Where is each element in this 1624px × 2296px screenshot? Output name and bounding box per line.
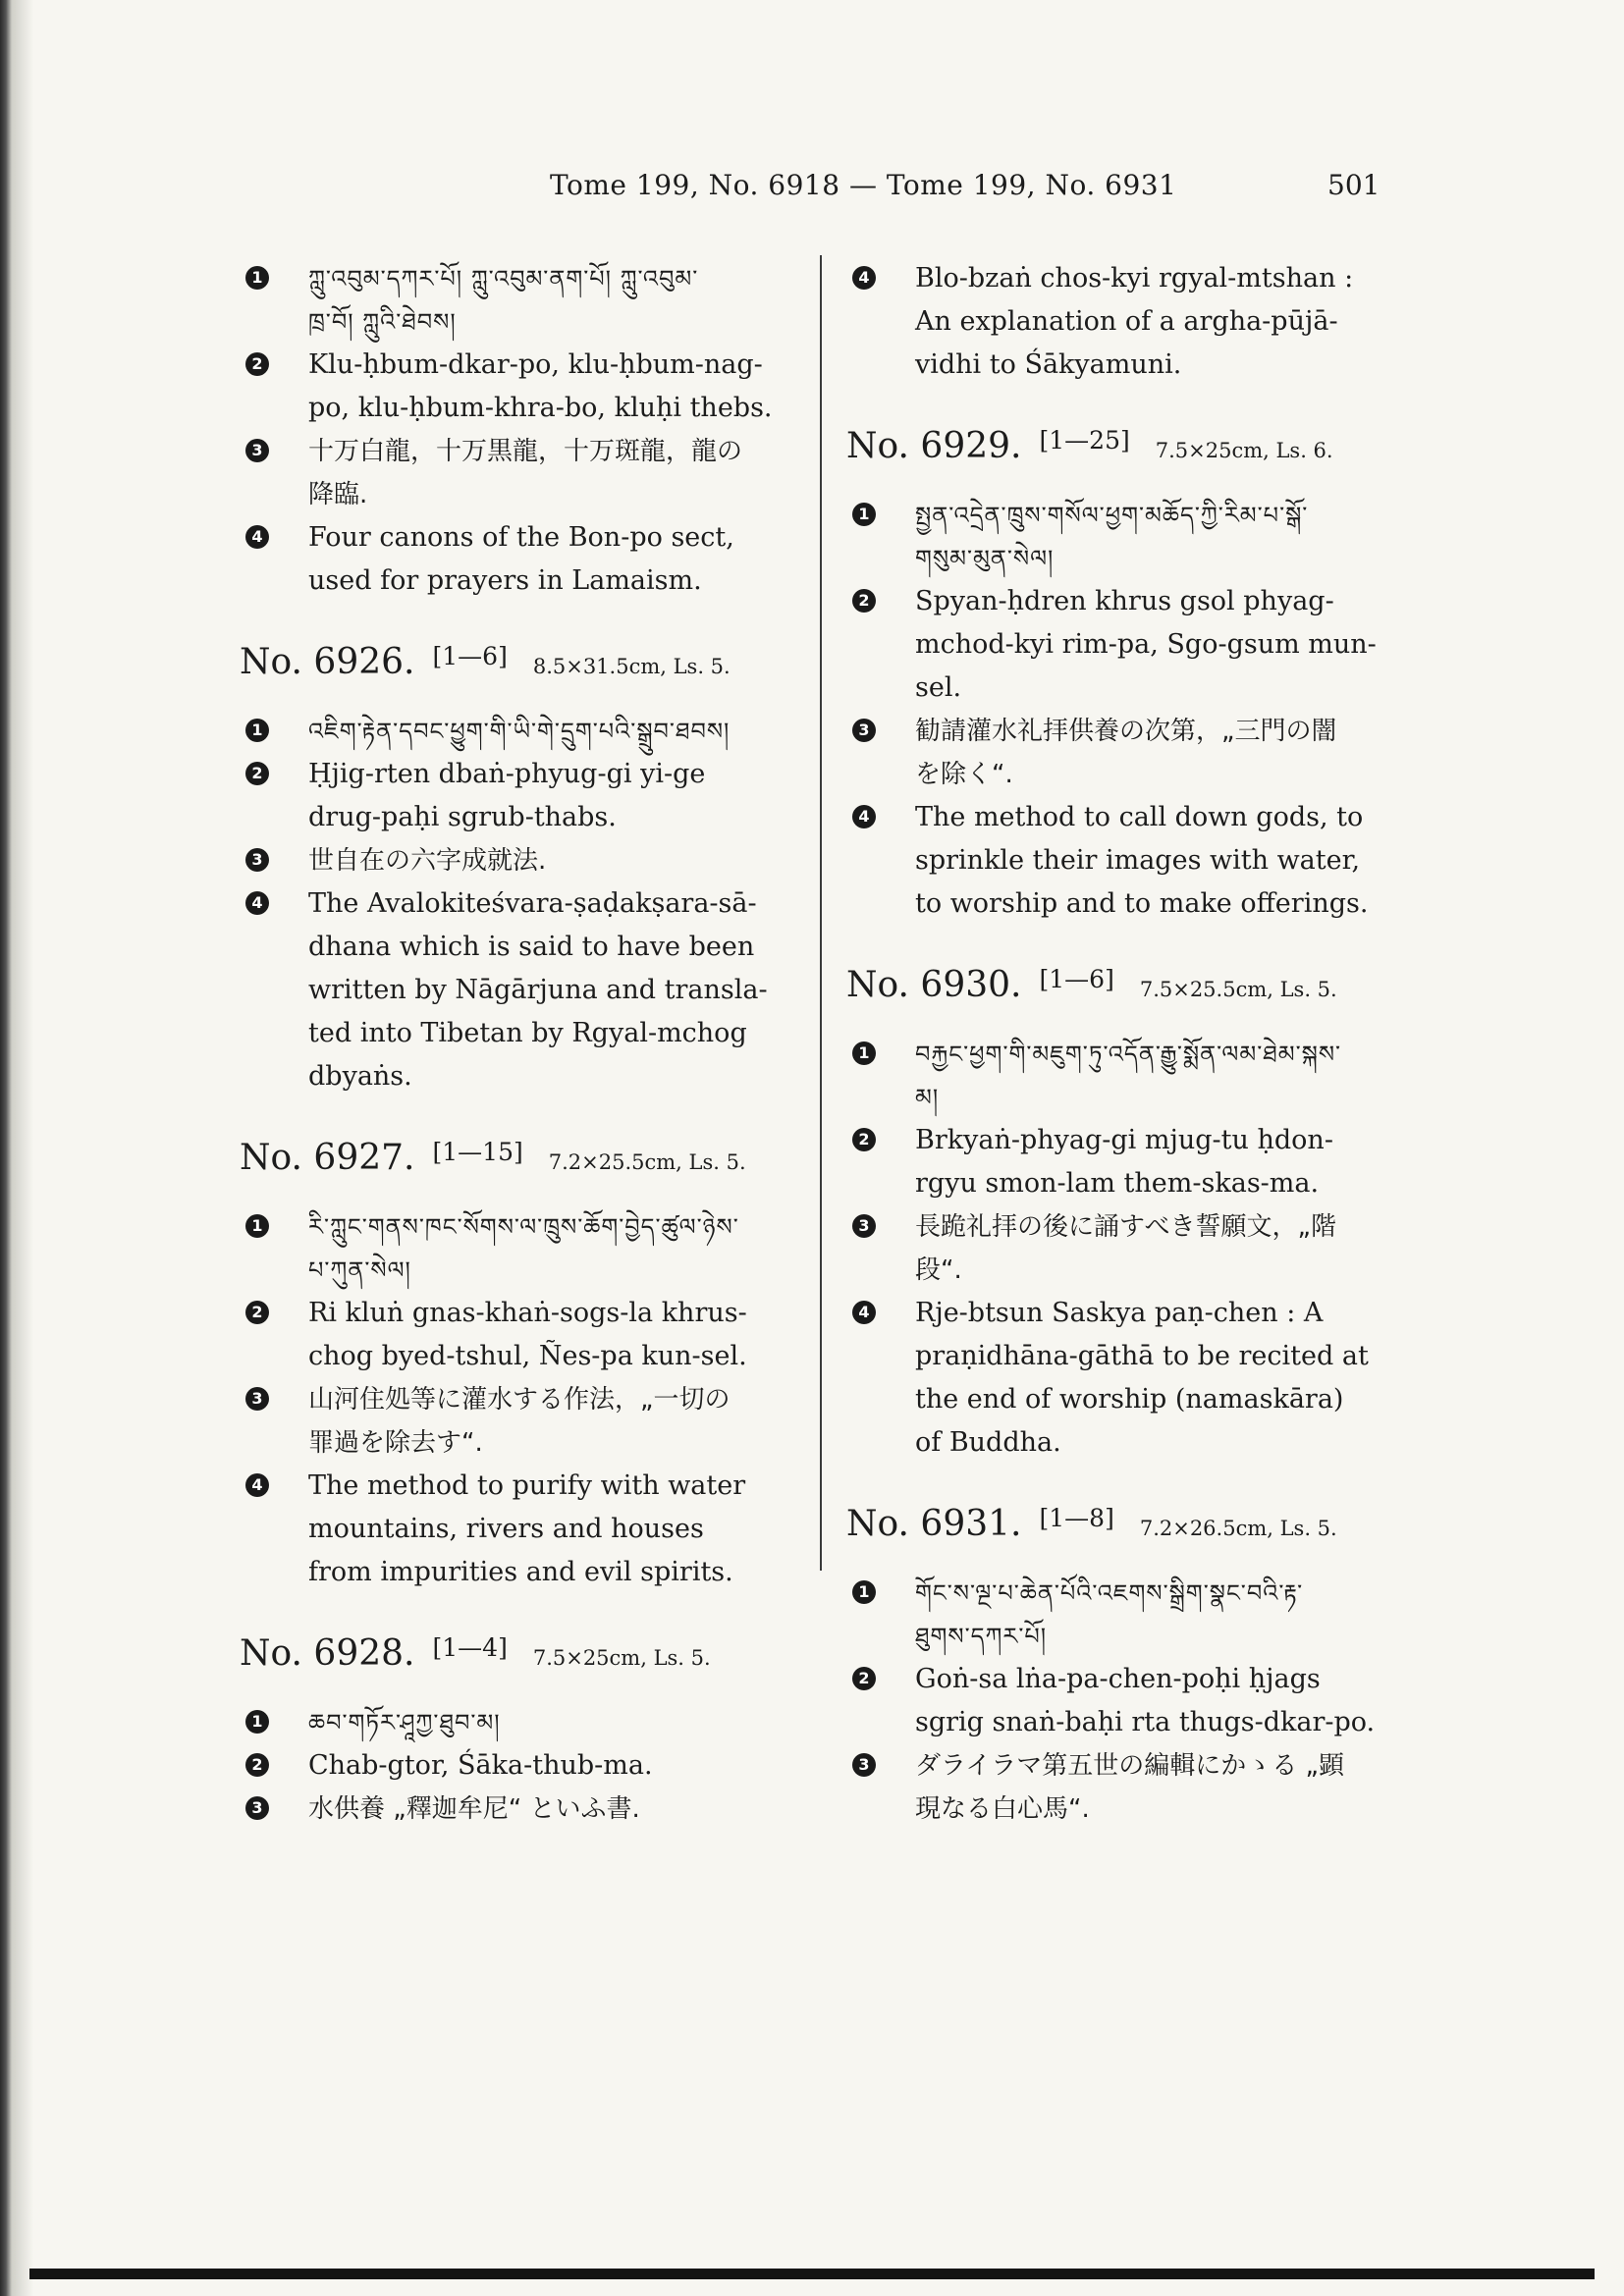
entry-dimensions: 7.5×25.5cm, Ls. 5. xyxy=(1139,978,1337,1001)
line-text: 十万白龍，十万黒龍，十万斑龍，龍の xyxy=(308,437,743,466)
line-text: Chab-gtor, Śāka-thub-ma. xyxy=(308,1750,653,1781)
line-continuation: ཐུགས་དཀར་པོ། xyxy=(915,1623,1048,1650)
folio-range: [1—15] xyxy=(432,1138,523,1166)
entry-header xyxy=(240,1633,789,1674)
circled-number-4: 4 xyxy=(852,1301,876,1324)
line-text: 長跪礼拝の後に誦すべき誓願文，„階 xyxy=(915,1212,1336,1242)
entry-dimensions: 7.5×25cm, Ls. 5. xyxy=(532,1646,711,1670)
running-header: Tome 199, No. 6918 — Tome 199, No. 6931 xyxy=(550,169,1177,201)
circled-number-3: 3 xyxy=(245,1387,269,1411)
entry-line-jp xyxy=(240,1788,789,1831)
circled-number-3: 3 xyxy=(245,848,269,872)
circled-number-3: 3 xyxy=(245,1796,269,1820)
line-continuation: from impurities and evil spirits. xyxy=(308,1557,733,1587)
entry-line-tib xyxy=(846,1033,1396,1076)
line-text: Spyan-ḥdren khrus gsol phyag- xyxy=(915,586,1334,616)
line-continuation: ཁྲ་བོ། ཀླུའི་ཐེབས། xyxy=(308,308,457,336)
entry-header xyxy=(240,1138,789,1178)
line-continuation: sgrig snaṅ-baḥi rta thugs-dkar-po. xyxy=(915,1707,1376,1737)
circled-number-1: 1 xyxy=(852,1041,876,1065)
catalog-entry xyxy=(240,1138,789,1594)
page-number: 501 xyxy=(1327,169,1380,201)
entry-number: No. 6927. xyxy=(240,1138,415,1178)
entry-line-tib xyxy=(846,1572,1396,1615)
line-continuation: po, klu-ḥbum-khra-bo, kluḥi thebs. xyxy=(308,393,773,423)
entry-line-jp xyxy=(240,839,789,882)
line-text: Ri kluṅ gnas-khaṅ-sogs-la khrus- xyxy=(308,1298,747,1328)
line-text: ཀླུ་འབུམ་དཀར་པོ། ཀླུ་འབུམ་ནག་པོ། ཀླུ་འབུམ་ xyxy=(308,265,699,293)
circled-number-2: 2 xyxy=(852,589,876,613)
entry-line-eng xyxy=(240,516,789,560)
line-continuation: sel. xyxy=(915,672,962,703)
entry-dimensions: 7.2×25.5cm, Ls. 5. xyxy=(548,1150,746,1174)
line-text: བརྐྱང་ཕྱག་གི་མཇུག་ཏུ་འདོན་རྒྱུ་སྨོན་ལམ་ཐེམ་སྐས་ xyxy=(915,1041,1342,1068)
circled-number-2: 2 xyxy=(852,1128,876,1151)
circled-number-1: 1 xyxy=(245,266,269,290)
line-continuation: sprinkle their images with water, xyxy=(915,845,1361,876)
line-continuation: rgyu smon-lam them-skas-ma. xyxy=(915,1168,1320,1199)
line-text: གོང་ས་ལྔ་པ་ཆེན་པོའི་འཇགས་སྒྲིག་སྣང་བའི་རྟ་ xyxy=(915,1579,1304,1607)
circled-number-3: 3 xyxy=(852,719,876,742)
right-column xyxy=(846,257,1396,1841)
line-text: Blo-bzaṅ chos-kyi rgyal-mtshan : xyxy=(915,263,1354,294)
catalog-entry xyxy=(846,257,1396,387)
folio-range: [1—25] xyxy=(1039,426,1130,454)
entry-line-eng xyxy=(240,882,789,926)
line-continuation: dhana which is said to have been xyxy=(308,932,755,962)
circled-number-3: 3 xyxy=(245,439,269,462)
entry-line-jp xyxy=(240,430,789,473)
line-continuation: of Buddha. xyxy=(915,1427,1061,1458)
circled-number-4: 4 xyxy=(245,1473,269,1497)
catalog-entry xyxy=(240,257,789,603)
line-text: སྤྱན་འདྲེན་ཁྲུས་གསོལ་ཕྱག་མཆོད་ཀྱི་རིམ་པ་སྒོ་ xyxy=(915,502,1309,529)
line-text: Rje-btsun Saskya paṇ-chen : A xyxy=(915,1298,1324,1328)
circled-number-2: 2 xyxy=(245,1753,269,1777)
line-text: Klu-ḥbum-dkar-po, klu-ḥbum-nag- xyxy=(308,349,763,380)
line-text: ཆབ་གཏོར་ཤཱཀྱ་ཐུབ་མ། xyxy=(308,1709,501,1736)
line-continuation: mountains, rivers and houses xyxy=(308,1514,704,1544)
entry-dimensions: 7.2×26.5cm, Ls. 5. xyxy=(1139,1517,1337,1540)
line-continuation: mchod-kyi rim-pa, Sgo-gsum mun- xyxy=(915,629,1377,660)
line-continuation: the end of worship (namaskāra) xyxy=(915,1384,1344,1415)
line-text: Ḥjig-rten dbaṅ-phyug-gi yi-ge xyxy=(308,759,706,789)
circled-number-1: 1 xyxy=(245,1214,269,1238)
circled-number-1: 1 xyxy=(245,1710,269,1734)
entry-header xyxy=(240,642,789,682)
line-text: 山河住処等に灌水する作法，„一切の xyxy=(308,1385,731,1415)
circled-number-4: 4 xyxy=(245,891,269,915)
entry-line-jp xyxy=(846,1205,1396,1249)
line-text: 水供養 „釋迦牟尼“ といふ書. xyxy=(308,1794,640,1824)
line-continuation: drug-paḥi sgrub-thabs. xyxy=(308,802,617,832)
entry-line-eng xyxy=(846,1292,1396,1335)
line-text: The Avalokiteśvara-ṣaḍakṣara-sā- xyxy=(308,888,757,919)
circled-number-2: 2 xyxy=(245,352,269,376)
line-text: འཇིག་རྟེན་དབང་ཕྱུག་གི་ཡི་གེ་དྲུག་པའི་སྒྲུབ་ཐབས། xyxy=(308,718,731,745)
bottom-border xyxy=(29,2269,1595,2279)
line-continuation: vidhi to Śākyamuni. xyxy=(915,349,1182,380)
circled-number-1: 1 xyxy=(245,719,269,742)
line-continuation: གསུམ་མུན་སེལ། xyxy=(915,545,1055,572)
line-continuation: 段“. xyxy=(915,1255,962,1285)
circled-number-4: 4 xyxy=(852,805,876,828)
folio-range: [1—4] xyxy=(432,1633,508,1662)
entry-line-rom xyxy=(240,1292,789,1335)
entry-number: No. 6926. xyxy=(240,642,415,682)
line-text: རི་ཀླུང་གནས་ཁང་སོགས་ལ་ཁྲུས་ཆོག་བྱེད་ཚུལ་ཉེས་ xyxy=(308,1213,739,1241)
entry-number: No. 6928. xyxy=(240,1633,415,1674)
folio-range: [1—6] xyxy=(432,642,508,670)
entry-header xyxy=(846,965,1396,1005)
line-continuation: པ་ཀུན་སེལ། xyxy=(308,1256,411,1284)
folio-range: [1—8] xyxy=(1039,1504,1114,1532)
line-continuation: 罪過を除去す“. xyxy=(308,1428,483,1458)
entry-line-tib xyxy=(240,1701,789,1744)
line-text: 世自在の六字成就法. xyxy=(308,846,547,876)
line-continuation: 降臨. xyxy=(308,480,368,509)
entry-line-jp xyxy=(846,710,1396,753)
line-continuation: to worship and to make offerings. xyxy=(915,888,1369,919)
line-continuation: を除く“. xyxy=(915,760,1013,789)
line-text: Goṅ-sa lṅa-pa-chen-poḥi ḥjags xyxy=(915,1664,1321,1694)
line-text: Four canons of the Bon-po sect, xyxy=(308,522,734,553)
catalog-entry xyxy=(846,426,1396,926)
line-continuation: written by Nāgārjuna and transla- xyxy=(308,975,768,1005)
line-continuation: dbyaṅs. xyxy=(308,1061,412,1092)
book-spine-edge xyxy=(0,0,33,2296)
entry-line-tib xyxy=(846,494,1396,537)
entry-header xyxy=(846,426,1396,466)
entry-dimensions: 7.5×25cm, Ls. 6. xyxy=(1155,439,1333,462)
circled-number-3: 3 xyxy=(852,1214,876,1238)
line-text: Brkyaṅ-phyag-gi mjug-tu ḥdon- xyxy=(915,1125,1333,1155)
entry-number: No. 6931. xyxy=(846,1504,1022,1544)
circled-number-2: 2 xyxy=(245,1301,269,1324)
folio-range: [1—6] xyxy=(1039,965,1114,993)
entry-line-tib xyxy=(240,1205,789,1249)
entry-number: No. 6929. xyxy=(846,426,1022,466)
circled-number-1: 1 xyxy=(852,1580,876,1604)
entry-line-rom xyxy=(240,753,789,796)
entry-line-eng xyxy=(846,796,1396,839)
entry-header xyxy=(846,1504,1396,1544)
entry-line-rom xyxy=(846,1119,1396,1162)
catalog-entry xyxy=(846,965,1396,1465)
circled-number-2: 2 xyxy=(852,1667,876,1690)
line-continuation: used for prayers in Lamaism. xyxy=(308,565,702,596)
entry-number: No. 6930. xyxy=(846,965,1022,1005)
catalog-entry xyxy=(846,1504,1396,1831)
entry-line-rom xyxy=(846,580,1396,623)
line-continuation: མ། xyxy=(915,1084,940,1111)
entry-line-jp xyxy=(846,1744,1396,1788)
entry-line-rom xyxy=(846,1658,1396,1701)
entry-line-tib xyxy=(240,710,789,753)
entry-dimensions: 8.5×31.5cm, Ls. 5. xyxy=(532,655,731,678)
entry-line-eng xyxy=(846,257,1396,300)
line-continuation: chog byed-tshul, Ñes-pa kun-sel. xyxy=(308,1341,747,1371)
entry-line-tib xyxy=(240,257,789,300)
entry-line-rom xyxy=(240,1744,789,1788)
line-continuation: praṇidhāna-gāthā to be recited at xyxy=(915,1341,1369,1371)
column-divider xyxy=(820,255,822,1571)
circled-number-1: 1 xyxy=(852,503,876,526)
entry-line-rom xyxy=(240,344,789,387)
circled-number-2: 2 xyxy=(245,762,269,785)
line-continuation: 現なる白心馬“. xyxy=(915,1794,1090,1824)
catalog-entry xyxy=(240,642,789,1098)
left-column xyxy=(240,257,789,1841)
line-text: The method to purify with water xyxy=(308,1470,746,1501)
entry-line-eng xyxy=(240,1465,789,1508)
line-text: The method to call down gods, to xyxy=(915,802,1364,832)
line-continuation: ted into Tibetan by Rgyal-mchog xyxy=(308,1018,747,1048)
line-text: ダライラマ第五世の編輯にかゝる „顕 xyxy=(915,1751,1344,1781)
line-continuation: An explanation of a argha-pūjā- xyxy=(915,306,1338,337)
circled-number-3: 3 xyxy=(852,1753,876,1777)
entry-line-jp xyxy=(240,1378,789,1421)
circled-number-4: 4 xyxy=(245,525,269,549)
line-text: 勧請灌水礼拝供養の次第，„三門の闇 xyxy=(915,717,1337,746)
circled-number-4: 4 xyxy=(852,266,876,290)
catalog-entry xyxy=(240,1633,789,1831)
